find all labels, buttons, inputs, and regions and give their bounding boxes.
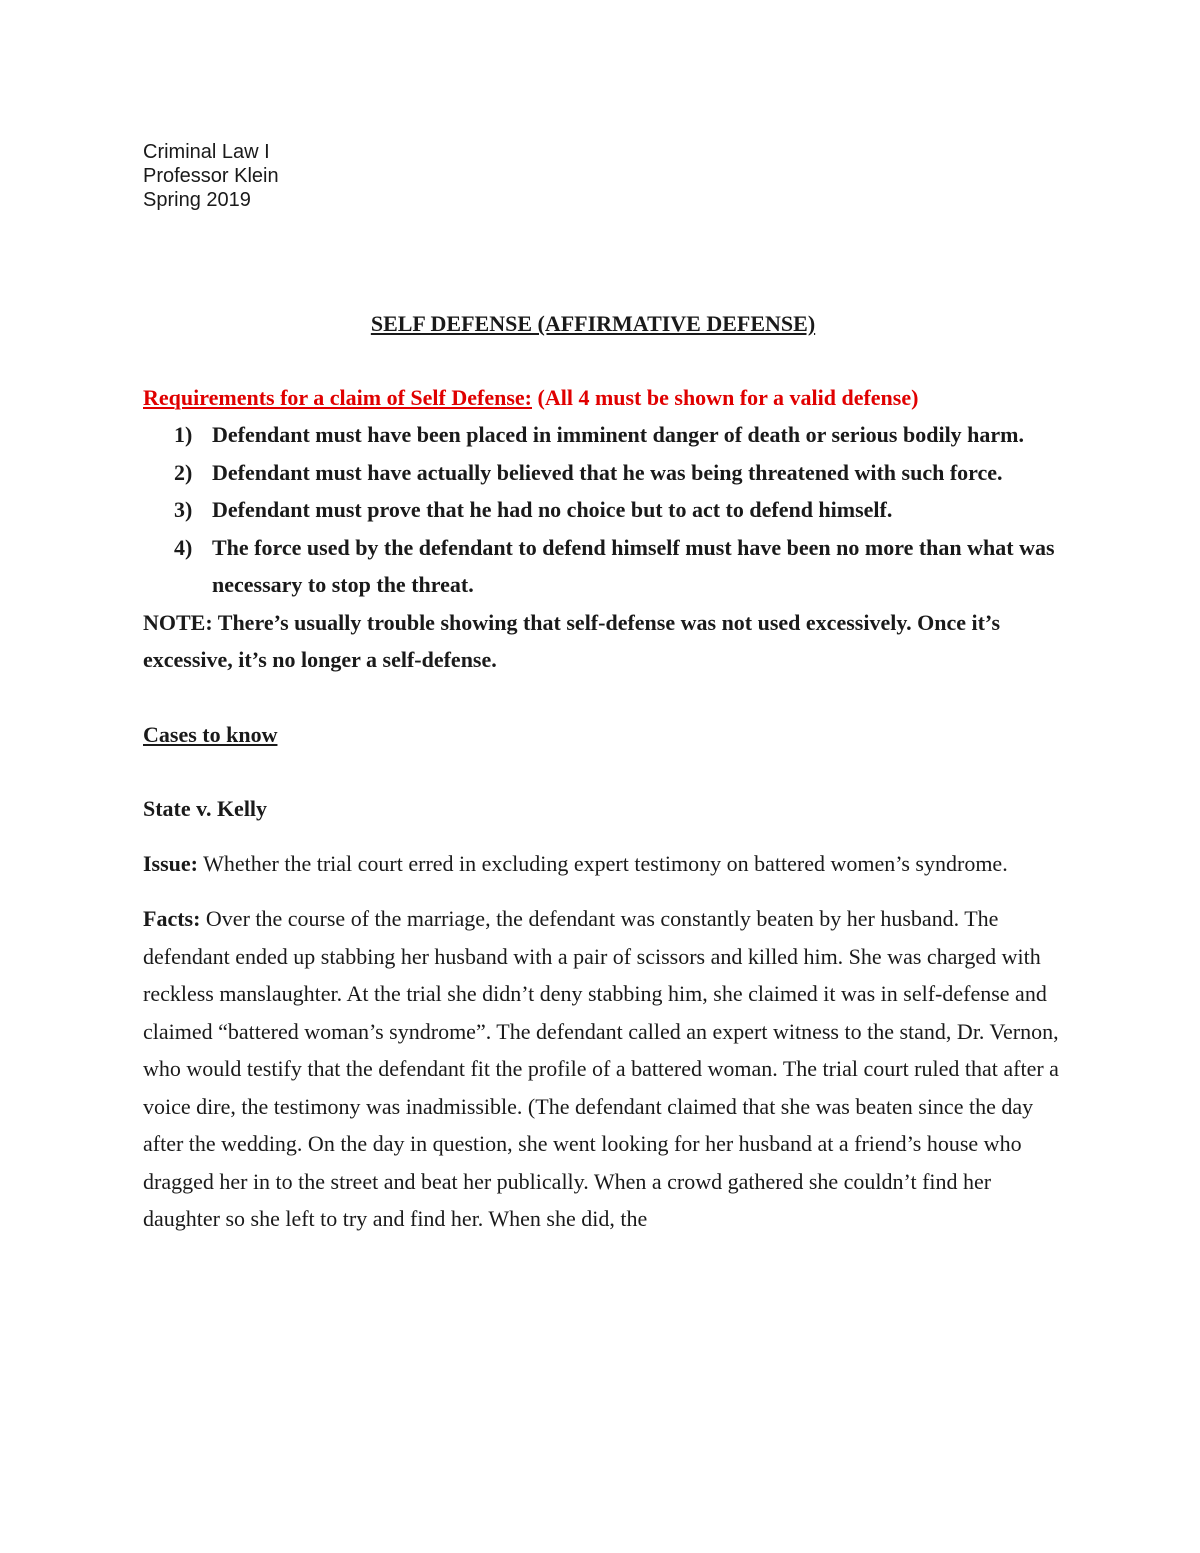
- requirements-heading: Requirements for a claim of Self Defense:: [143, 385, 532, 410]
- document-body: [143, 305, 1063, 1238]
- requirement-item: [143, 454, 1063, 492]
- facts-label: Facts:: [143, 906, 201, 931]
- requirement-number: 2): [174, 459, 193, 485]
- cases-heading: Cases to know: [143, 721, 278, 747]
- issue-paragraph: [143, 845, 1063, 883]
- issue-text: Whether the trial court erred in excluding expert testimony on battered women’s syndrome.: [198, 850, 1008, 876]
- note-paragraph: NOTE: There’s usually trouble showing that self-defense was not used excessively. Once it’s excessive, it’s no longer a self-defense.: [143, 609, 1001, 672]
- case-name: State v. Kelly: [143, 795, 268, 821]
- document-header: [143, 140, 279, 212]
- requirement-text: The force used by the defendant to defend himself must have been no more than what was necessary to stop the threat.: [212, 534, 1055, 597]
- requirement-item: [143, 416, 1063, 454]
- facts-paragraph: [143, 900, 1063, 1238]
- requirements-list: [143, 416, 1063, 604]
- requirement-item: [143, 529, 1063, 604]
- document-title-text: SELF DEFENSE (AFFIRMATIVE DEFENSE): [370, 311, 816, 336]
- term: Spring 2019: [143, 189, 251, 211]
- requirements-heading-line: [143, 379, 1063, 416]
- requirements-note: (All 4 must be shown for a valid defense): [537, 385, 919, 410]
- requirement-item: [143, 491, 1063, 529]
- course-name: Criminal Law I: [143, 141, 270, 163]
- requirement-number: 4): [174, 534, 193, 560]
- requirement-number: 1): [174, 422, 193, 447]
- requirement-text: Defendant must have actually believed that he was being threatened with such force.: [212, 459, 1003, 485]
- requirement-text: Defendant must have been placed in imminent danger of death or serious bodily harm.: [212, 422, 1025, 447]
- issue-label: Issue:: [143, 850, 199, 876]
- document-title: [143, 305, 1063, 342]
- requirement-text: Defendant must prove that he had no choice but to act to defend himself.: [212, 497, 893, 522]
- professor-name: Professor Klein: [143, 165, 279, 187]
- requirement-number: 3): [174, 497, 193, 522]
- facts-text: Over the course of the marriage, the defendant was constantly beaten by her husband. The defendant ended up stabbing her husband with a pair of scissors and killed him. She was charged with reckless manslaughter. At the trial she didn’t deny stabbing him, she claimed it was in self-defense and claimed “battered woman’s syndrome”. The defendant called an expert witness to the stand, Dr. Vernon, who would testify that the defendant fit the profile of a battered woman. The trial court ruled that after a voice dire, the testimony was inadmissible. (The defendant claimed that she was beaten since the day after the wedding. On the day in question, she went looking for her husband at a friend’s house who dragged her in to the street and beat her publically. When a crowd gathered she couldn’t find her daughter so she left to try and find her. When she did, the: [143, 906, 1059, 1231]
